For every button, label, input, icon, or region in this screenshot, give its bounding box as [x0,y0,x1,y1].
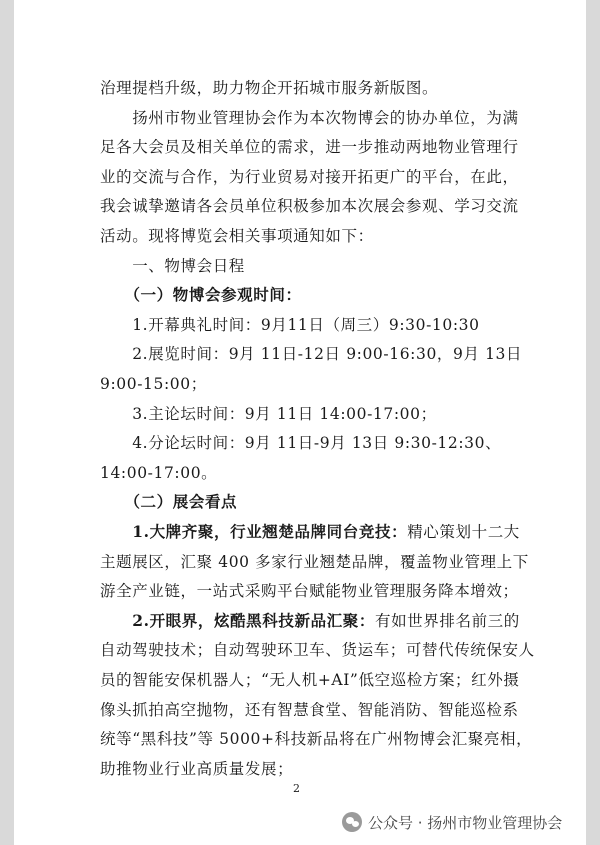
highlight-heading: 2.开眼界，炫酷黑科技新品汇聚： [100,610,375,630]
subsection-heading: （二）展会看点 [100,492,238,512]
paragraph-line: 主题展区，汇聚 400 多家行业翘楚品牌，覆盖物业管理上下 [100,552,529,571]
paragraph-line: 2.展览时间：9月 11日-12日 9:00-16:30，9月 13日 [100,345,523,364]
highlight-text: 有如世界排名前三的 [374,611,520,630]
paragraph-line: 像头抓拍高空抛物，还有智慧食堂、智能消防、智能巡检系 [100,700,519,719]
page-number: 2 [293,782,300,795]
paragraph-line: 3.主论坛时间：9月 11日 14:00-17:00； [100,404,437,423]
section-heading: 一、物博会日程 [100,256,245,275]
paragraph-line: 1.开幕典礼时间：9月11日（周三）9:30-10:30 [100,315,480,334]
paragraph-line: 游全产业链，一站式采购平台赋能物业管理服务降本增效； [100,582,519,601]
highlight-item [100,520,540,542]
paragraph-line: 14:00-17:00。 [100,463,218,482]
paragraph-line: 我会诚挚邀请各会员单位积极参加本次展会参观、学习交流 [100,197,519,216]
subsection-heading: （一）物博会参观时间： [100,285,302,305]
highlight-item [100,609,540,631]
watermark [342,810,562,834]
paragraph-line: 统等“黑科技”等 5000+科技新品将在广州物博会汇聚亮相， [100,730,533,749]
paragraph-line: 活动。现将博览会相关事项通知如下： [100,227,374,245]
paragraph-line: 自动驾驶技术；自动驾驶环卫车、货运车；可替代传统保安人 [100,641,535,660]
watermark-text: 公众号 · 扬州市物业管理协会 [368,813,563,832]
paragraph-line: 治理提档升级，助力物企开拓城市服务新版图。 [100,79,439,97]
paragraph-line: 4.分论坛时间：9月 11日-9月 13日 9:30-12:30、 [100,434,502,453]
wechat-icon [342,812,362,832]
paragraph-line: 足各大会员及相关单位的需求，进一步推动两地物业管理行 [100,138,519,157]
paragraph-line: 扬州市物业管理协会作为本次物博会的协办单位，为满 [100,108,519,127]
paragraph-line: 9:00-15:00； [100,375,207,393]
highlight-text: 精心策划十二大 [407,523,520,541]
highlight-heading: 1.大牌齐聚，行业翘楚品牌同台竞技： [100,522,408,541]
document-page [14,0,586,845]
paragraph-line: 员的智能安保机器人；“无人机+AI”低空巡检方案；红外摄 [100,671,520,689]
paragraph-line: 助推物业行业高质量发展； [100,759,294,778]
paragraph-line: 业的交流与合作，为行业贸易对接开拓更广的平台，在此， [100,167,519,186]
